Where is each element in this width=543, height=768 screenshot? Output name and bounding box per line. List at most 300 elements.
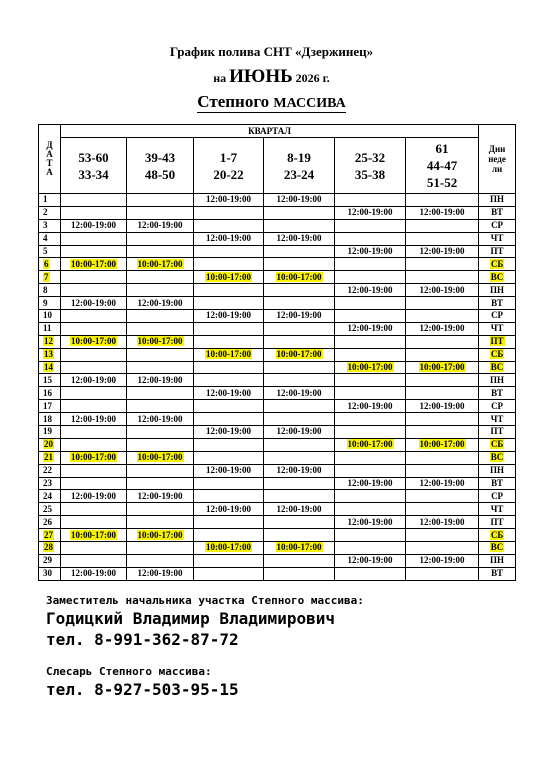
time-value: 12:00-19:00 (71, 374, 116, 385)
date-value: 9 (43, 297, 48, 308)
weekday-value: СБ (490, 439, 504, 450)
time-cell (194, 310, 264, 323)
area-word: МАССИВА (273, 96, 346, 111)
time-value: 10:00-17:00 (347, 362, 393, 373)
time-cell (264, 284, 335, 297)
date-value: 23 (43, 478, 52, 489)
time-cell (127, 438, 194, 451)
weekday-value: СР (491, 400, 504, 411)
time-cell (194, 490, 264, 503)
time-value: 12:00-19:00 (347, 555, 393, 566)
weekday-value: ВС (490, 452, 504, 463)
time-value: 10:00-17:00 (71, 336, 116, 347)
time-value: 12:00-19:00 (276, 233, 322, 244)
weekday-cell (479, 438, 516, 451)
date-value: 18 (43, 413, 52, 424)
time-cell (127, 335, 194, 348)
time-cell (264, 335, 335, 348)
weekday-cell (479, 361, 516, 374)
date-cell (39, 335, 61, 348)
time-value: 12:00-19:00 (276, 387, 322, 398)
time-value: 12:00-19:00 (347, 284, 393, 295)
time-cell (264, 232, 335, 245)
weekday-cell (479, 258, 516, 271)
weekday-value: ЧТ (490, 233, 504, 244)
time-cell (335, 271, 406, 284)
weekday-header (479, 125, 516, 194)
time-cell (264, 542, 335, 555)
quarter-column-header (335, 138, 406, 194)
time-value: 12:00-19:00 (276, 426, 322, 437)
weekday-value: ПН (490, 284, 505, 295)
weekday-cell (479, 477, 516, 490)
time-cell (406, 322, 479, 335)
time-cell (264, 194, 335, 207)
time-cell (127, 464, 194, 477)
schedule-table (38, 124, 516, 581)
time-cell (194, 451, 264, 464)
time-cell (127, 542, 194, 555)
time-value: 10:00-17:00 (71, 529, 116, 540)
time-cell (61, 219, 127, 232)
quarter-column-label: 48-50 (144, 166, 176, 182)
time-cell (264, 438, 335, 451)
time-cell (61, 322, 127, 335)
weekday-value: ЧТ (490, 413, 504, 424)
date-cell (39, 348, 61, 361)
time-cell (194, 529, 264, 542)
time-value: 12:00-19:00 (71, 220, 116, 231)
time-cell (61, 426, 127, 439)
time-cell (264, 400, 335, 413)
table-row (39, 322, 516, 335)
date-value: 27 (44, 529, 53, 540)
fitter-role: Слесарь Степного массива: (46, 665, 212, 678)
time-cell (127, 348, 194, 361)
date-cell (39, 194, 61, 207)
weekday-cell (479, 348, 516, 361)
date-value: 20 (44, 439, 53, 450)
quarter-column-header (127, 138, 194, 194)
time-cell (194, 194, 264, 207)
table-row (39, 219, 516, 232)
weekday-cell (479, 516, 516, 529)
weekday-value: СР (491, 310, 504, 321)
deputy-name: Годицкий Владимир Владимирович (46, 609, 335, 628)
date-cell (39, 219, 61, 232)
time-cell (264, 322, 335, 335)
time-cell (335, 297, 406, 310)
time-cell (406, 297, 479, 310)
date-value: 2 (43, 207, 48, 218)
time-value: 12:00-19:00 (419, 246, 465, 256)
area-line (0, 92, 543, 112)
time-cell (264, 529, 335, 542)
time-cell (264, 503, 335, 516)
time-cell (194, 245, 264, 258)
deputy-role: Заместитель начальника участка Степного массива: (46, 594, 364, 607)
weekday-cell (479, 322, 516, 335)
time-cell (127, 271, 194, 284)
time-cell (194, 271, 264, 284)
weekday-value: ЧТ (490, 503, 504, 514)
table-row (39, 297, 516, 310)
date-cell (39, 361, 61, 374)
time-value: 10:00-17:00 (137, 258, 183, 269)
time-cell (194, 426, 264, 439)
date-cell (39, 232, 61, 245)
date-cell (39, 451, 61, 464)
date-cell (39, 310, 61, 323)
time-value: 12:00-19:00 (419, 516, 465, 527)
time-cell (61, 387, 127, 400)
time-cell (127, 322, 194, 335)
time-cell (127, 258, 194, 271)
weekday-value: ВТ (491, 478, 503, 489)
time-cell (127, 310, 194, 323)
time-cell (61, 232, 127, 245)
date-value: 11 (43, 323, 52, 334)
quarter-column-label: 20-22 (213, 166, 244, 182)
time-cell (61, 361, 127, 374)
time-value: 10:00-17:00 (419, 362, 465, 373)
date-cell (39, 490, 61, 503)
weekday-header-line: ли (491, 164, 503, 174)
quarter-column-header (61, 138, 127, 194)
table-row (39, 400, 516, 413)
time-value: 10:00-17:00 (71, 258, 116, 269)
time-cell (406, 503, 479, 516)
time-value: 12:00-19:00 (137, 220, 183, 231)
date-cell (39, 413, 61, 426)
table-row (39, 567, 516, 580)
time-cell (127, 232, 194, 245)
table-row (39, 542, 516, 555)
time-cell (61, 438, 127, 451)
time-cell (264, 348, 335, 361)
time-cell (61, 194, 127, 207)
time-cell (264, 219, 335, 232)
table-row (39, 194, 516, 207)
date-cell (39, 271, 61, 284)
time-cell (61, 554, 127, 567)
time-value: 10:00-17:00 (137, 452, 183, 463)
weekday-cell (479, 529, 516, 542)
time-cell (335, 245, 406, 258)
time-cell (194, 348, 264, 361)
time-cell (264, 426, 335, 439)
weekday-cell (479, 271, 516, 284)
time-cell (406, 374, 479, 387)
date-header (39, 125, 61, 194)
time-value: 12:00-19:00 (276, 194, 322, 205)
time-cell (264, 464, 335, 477)
date-cell (39, 542, 61, 555)
time-cell (194, 413, 264, 426)
time-value: 12:00-19:00 (206, 503, 251, 514)
weekday-cell (479, 284, 516, 297)
weekday-value: ВТ (491, 568, 503, 579)
date-cell (39, 529, 61, 542)
time-cell (264, 477, 335, 490)
time-cell (61, 529, 127, 542)
time-cell (335, 529, 406, 542)
date-header-letter: Т (46, 158, 53, 168)
time-cell (194, 258, 264, 271)
date-cell (39, 477, 61, 490)
date-cell (39, 567, 61, 580)
time-cell (335, 348, 406, 361)
time-cell (61, 284, 127, 297)
time-value: 12:00-19:00 (206, 387, 251, 398)
time-cell (264, 451, 335, 464)
time-cell (127, 503, 194, 516)
date-cell (39, 426, 61, 439)
time-cell (194, 567, 264, 580)
quarter-column-label: 8-19 (287, 149, 311, 165)
quarter-column-label: 35-38 (354, 166, 386, 182)
time-cell (335, 516, 406, 529)
date-value: 17 (43, 400, 52, 411)
deputy-phone: тел. 8-991-362-87-72 (46, 630, 239, 649)
time-value: 12:00-19:00 (276, 465, 322, 476)
weekday-value: ПТ (490, 516, 504, 527)
time-cell (406, 438, 479, 451)
time-cell (127, 400, 194, 413)
date-cell (39, 387, 61, 400)
time-value: 10:00-17:00 (276, 271, 322, 282)
weekday-value: ПТ (490, 246, 504, 256)
time-cell (127, 374, 194, 387)
time-value: 12:00-19:00 (137, 413, 183, 424)
time-cell (194, 542, 264, 555)
time-value: 12:00-19:00 (347, 246, 393, 256)
date-cell (39, 554, 61, 567)
quarter-column-label: 39-43 (144, 149, 176, 165)
weekday-cell (479, 503, 516, 516)
time-cell (264, 516, 335, 529)
month-prefix: на (213, 71, 227, 85)
table-row (39, 438, 516, 451)
weekday-value: СБ (490, 529, 504, 540)
date-value: 22 (43, 465, 52, 476)
time-cell (406, 258, 479, 271)
time-value: 10:00-17:00 (276, 542, 322, 553)
time-cell (61, 374, 127, 387)
time-cell (335, 400, 406, 413)
weekday-cell (479, 335, 516, 348)
date-value: 12 (44, 336, 53, 347)
time-value: 12:00-19:00 (347, 400, 393, 411)
table-row (39, 554, 516, 567)
time-cell (406, 451, 479, 464)
time-cell (61, 567, 127, 580)
time-cell (335, 361, 406, 374)
time-cell (335, 567, 406, 580)
time-cell (194, 503, 264, 516)
time-cell (127, 477, 194, 490)
weekday-value: ПН (490, 465, 505, 476)
time-cell (61, 348, 127, 361)
time-value: 12:00-19:00 (419, 323, 465, 334)
time-cell (127, 284, 194, 297)
area-name: Степного (197, 92, 270, 111)
time-cell (127, 490, 194, 503)
date-value: 3 (43, 220, 48, 231)
time-cell (264, 258, 335, 271)
date-value: 24 (43, 490, 52, 501)
time-cell (264, 490, 335, 503)
table-row (39, 245, 516, 258)
time-cell (61, 464, 127, 477)
quarter-column-label: 25-32 (354, 149, 386, 165)
month-line (0, 66, 543, 88)
weekday-value: СБ (490, 349, 504, 360)
time-cell (335, 438, 406, 451)
time-cell (61, 206, 127, 219)
time-cell (127, 219, 194, 232)
date-cell (39, 400, 61, 413)
table-row (39, 258, 516, 271)
date-cell (39, 322, 61, 335)
time-cell (406, 529, 479, 542)
date-value: 25 (43, 503, 52, 514)
time-cell (406, 464, 479, 477)
time-cell (127, 387, 194, 400)
time-cell (61, 413, 127, 426)
time-cell (264, 271, 335, 284)
time-cell (194, 322, 264, 335)
time-cell (335, 503, 406, 516)
time-cell (264, 361, 335, 374)
weekday-value: ПН (490, 555, 505, 566)
time-cell (127, 413, 194, 426)
time-cell (61, 490, 127, 503)
date-cell (39, 438, 61, 451)
time-cell (264, 297, 335, 310)
time-cell (127, 529, 194, 542)
quarter-column-header (194, 138, 264, 194)
time-value: 10:00-17:00 (71, 452, 116, 463)
time-cell (127, 206, 194, 219)
date-value: 30 (43, 568, 52, 579)
time-cell (127, 554, 194, 567)
month-name: ИЮНЬ (229, 66, 293, 87)
table-row (39, 529, 516, 542)
quarter-column-label: 23-24 (283, 166, 315, 182)
table-row (39, 464, 516, 477)
date-cell (39, 258, 61, 271)
time-cell (194, 206, 264, 219)
weekday-cell (479, 451, 516, 464)
time-cell (194, 438, 264, 451)
date-cell (39, 206, 61, 219)
time-cell (335, 542, 406, 555)
date-value: 15 (43, 374, 52, 385)
time-value: 12:00-19:00 (347, 323, 393, 334)
time-cell (61, 335, 127, 348)
weekday-cell (479, 219, 516, 232)
weekday-cell (479, 464, 516, 477)
quarter-column-header (406, 138, 479, 194)
time-cell (61, 271, 127, 284)
weekday-cell (479, 387, 516, 400)
weekday-cell (479, 206, 516, 219)
weekday-value: ПН (490, 374, 505, 385)
time-value: 10:00-17:00 (137, 336, 183, 347)
time-cell (406, 206, 479, 219)
time-cell (406, 271, 479, 284)
weekday-cell (479, 542, 516, 555)
time-value: 12:00-19:00 (419, 400, 465, 411)
date-value: 6 (44, 258, 49, 269)
time-value: 12:00-19:00 (137, 297, 183, 308)
time-cell (406, 232, 479, 245)
time-cell (335, 451, 406, 464)
weekday-value: ПТ (490, 426, 504, 437)
date-header-letter: А (46, 149, 53, 159)
time-value: 12:00-19:00 (206, 194, 251, 205)
date-header-letter: А (46, 167, 53, 177)
time-cell (406, 516, 479, 529)
time-value: 12:00-19:00 (71, 490, 116, 501)
time-cell (406, 219, 479, 232)
time-cell (335, 554, 406, 567)
quarter-column-label: 51-52 (426, 175, 458, 190)
date-value: 14 (44, 362, 53, 373)
time-cell (335, 374, 406, 387)
weekday-value: СР (491, 220, 504, 231)
table-row (39, 232, 516, 245)
time-value: 12:00-19:00 (206, 465, 251, 476)
time-cell (406, 400, 479, 413)
time-cell (406, 284, 479, 297)
time-cell (61, 400, 127, 413)
time-cell (335, 426, 406, 439)
time-cell (264, 387, 335, 400)
time-cell (194, 554, 264, 567)
time-cell (335, 194, 406, 207)
weekday-value: ПТ (490, 336, 504, 347)
time-cell (335, 310, 406, 323)
time-cell (406, 477, 479, 490)
weekday-value: ВС (490, 542, 504, 553)
date-cell (39, 297, 61, 310)
time-value: 12:00-19:00 (419, 478, 465, 489)
quarter-header: КВАРТАЛ (61, 125, 479, 138)
date-value: 7 (44, 271, 49, 282)
weekday-cell (479, 232, 516, 245)
time-cell (335, 219, 406, 232)
year: 2026 г. (295, 71, 330, 85)
quarter-column-label: 53-60 (78, 149, 109, 165)
table-row (39, 477, 516, 490)
time-cell (194, 400, 264, 413)
time-cell (61, 297, 127, 310)
table-row (39, 271, 516, 284)
time-cell (406, 310, 479, 323)
time-cell (194, 284, 264, 297)
time-cell (335, 387, 406, 400)
date-value: 26 (43, 516, 52, 527)
date-cell (39, 464, 61, 477)
time-value: 10:00-17:00 (347, 439, 393, 450)
date-cell (39, 503, 61, 516)
time-value: 10:00-17:00 (276, 349, 322, 360)
table-row (39, 426, 516, 439)
time-cell (406, 361, 479, 374)
time-cell (264, 374, 335, 387)
